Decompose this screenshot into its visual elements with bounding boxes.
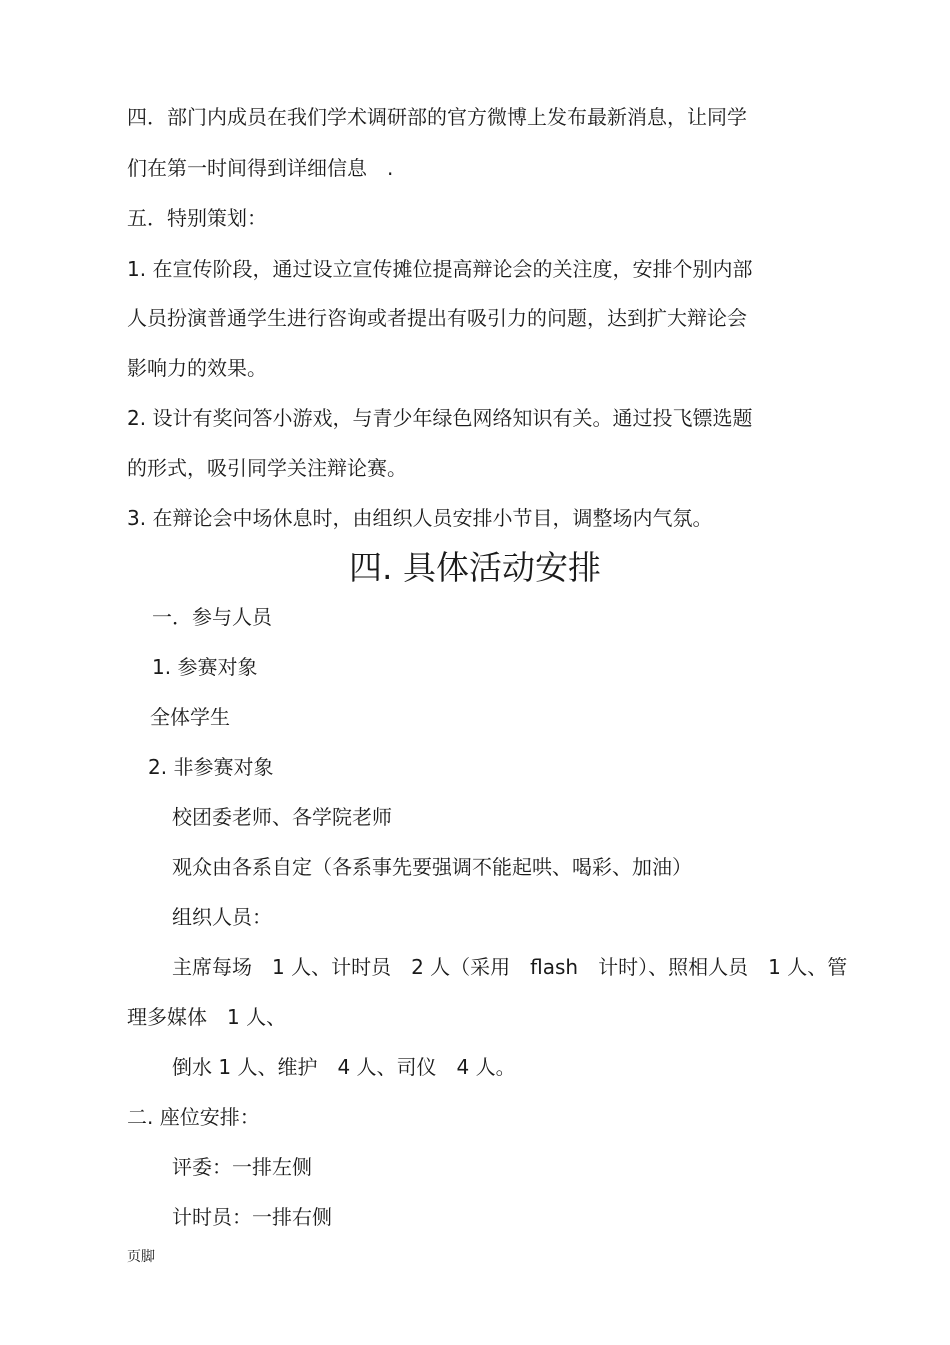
- list-item: 1. 参赛对象: [152, 655, 258, 679]
- list-item: 计时员：一排右侧: [172, 1205, 332, 1229]
- list-item: 主席每场 1 人、计时员 2 人（采用 flash 计时）、照相人员 1 人、管: [172, 955, 848, 979]
- list-item: 二. 座位安排：: [127, 1105, 260, 1129]
- list-item: 2. 非参赛对象: [148, 755, 274, 779]
- list-item: 全体学生: [150, 705, 230, 729]
- list-item: 校团委老师、各学院老师: [172, 805, 392, 829]
- page-footer: 页脚: [127, 1249, 155, 1265]
- paragraph-line: 人员扮演普通学生进行咨询或者提出有吸引力的问题，达到扩大辩论会: [127, 306, 747, 330]
- paragraph-line: 影响力的效果。: [127, 356, 267, 380]
- paragraph-line: 的形式，吸引同学关注辩论赛。: [127, 456, 407, 480]
- paragraph-line: 们在第一时间得到详细信息 .: [127, 156, 394, 180]
- list-item: 观众由各系自定（各系事先要强调不能起哄、喝彩、加油）: [172, 855, 692, 879]
- paragraph-line: 1. 在宣传阶段，通过设立宣传摊位提高辩论会的关注度，安排个别内部: [127, 257, 753, 281]
- list-item: 一．参与人员: [152, 605, 272, 629]
- list-item: 评委：一排左侧: [172, 1155, 312, 1179]
- section-heading: 四. 具体活动安排: [349, 548, 601, 587]
- list-item: 倒水 1 人、维护 4 人、司仪 4 人。: [172, 1055, 516, 1079]
- paragraph-line: 五．特别策划：: [127, 206, 267, 230]
- paragraph-line: 2. 设计有奖问答小游戏，与青少年绿色网络知识有关。通过投飞镖选题: [127, 406, 753, 430]
- list-item: 组织人员：: [172, 905, 272, 929]
- paragraph-line: 四．部门内成员在我们学术调研部的官方微博上发布最新消息，让同学: [127, 105, 747, 129]
- paragraph-line: 3. 在辩论会中场休息时，由组织人员安排小节目，调整场内气氛。: [127, 506, 713, 530]
- list-item: 理多媒体 1 人、: [127, 1005, 287, 1029]
